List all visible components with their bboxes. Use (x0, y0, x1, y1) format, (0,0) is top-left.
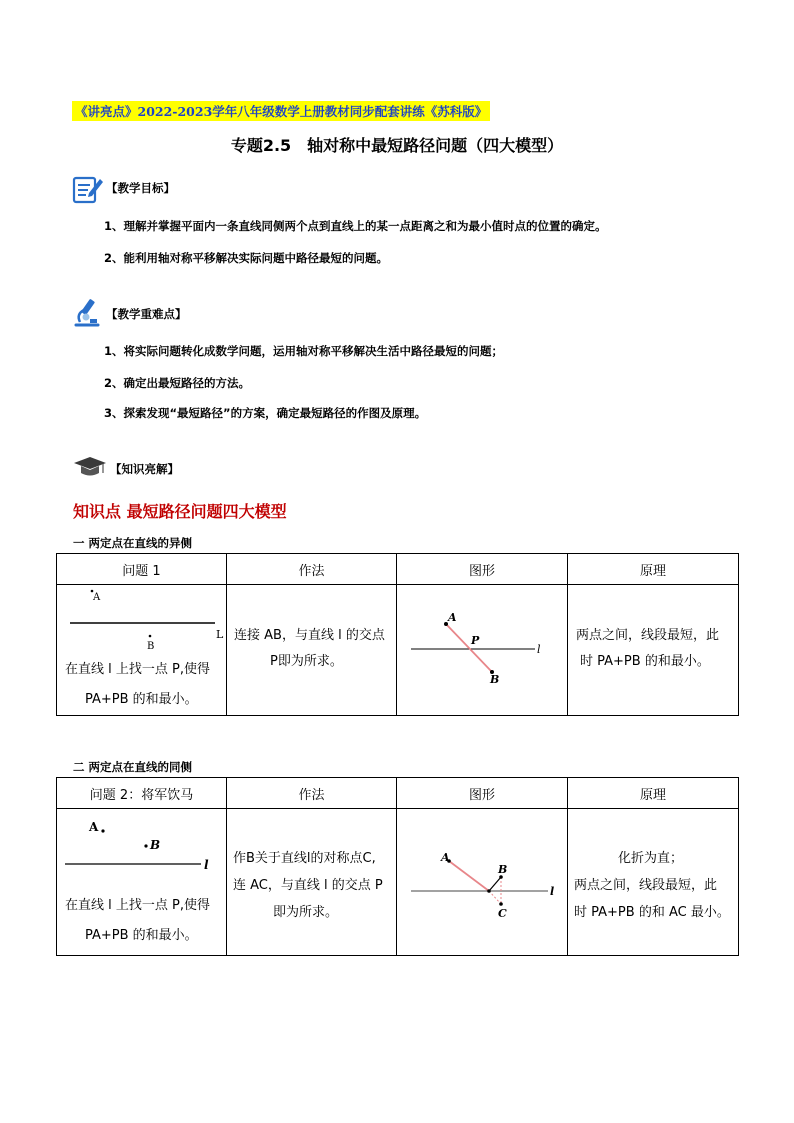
section1-heading: 一 两定点在直线的异侧 (73, 536, 193, 550)
problem-cell (57, 809, 227, 956)
method-text: P即为所求。 (270, 654, 343, 669)
method-text: 作B关于直线l的对称点C, (233, 851, 376, 866)
method-text: 连接 AB，与直线 l 的交点 (234, 628, 385, 643)
principle-text: 化折为直； (618, 851, 684, 866)
page-title: 专题2.5 轴对称中最短路径问题（四大模型） (230, 136, 564, 155)
table-header: 问题 1 (57, 554, 227, 585)
point-label-b: B (150, 838, 161, 852)
keypoint-item: 3、探索发现“最短路径”的方案，确定最短路径的作图及原理。 (104, 406, 427, 420)
table-header: 图形 (397, 778, 568, 809)
principle-text: 两点之间，线段最短，此 (574, 878, 718, 893)
point-label-b: B (147, 641, 155, 652)
line-label: l (204, 858, 209, 872)
pencil-note-icon (72, 173, 104, 205)
solution-figure (397, 586, 568, 715)
line-label: l (537, 642, 541, 656)
keypoint-item: 1、将实际问题转化成数学问题，运用轴对称平移解决生活中路径最短的问题； (104, 344, 503, 358)
table-header: 问题 2：将军饮马 (57, 778, 227, 809)
solution-figure (397, 809, 568, 955)
section1-table (56, 553, 739, 716)
method-cell (227, 809, 397, 956)
table-header: 图形 (397, 554, 568, 585)
problem-text: PA+PB 的和最小。 (85, 928, 198, 943)
graduation-cap-icon (72, 455, 108, 479)
goal-item: 1、理解并掌握平面内一条直线同侧两个点到直线上的某一点距离之和为最小值时点的位置的确定。 (104, 219, 607, 233)
point-label-b: B (498, 863, 508, 876)
point-label-c: C (498, 907, 507, 920)
problem-text: 在直线 l 上找一点 P,使得 (65, 898, 210, 913)
line-label: l (550, 885, 555, 898)
point-label-b: B (490, 672, 500, 686)
method-text: 连 AC，与直线 l 的交点 P (233, 878, 383, 893)
goal-item: 2、能利用轴对称平移解决实际问题中路径最短的问题。 (104, 251, 388, 265)
problem-text: 在直线 l 上找一点 P,使得 (65, 662, 210, 677)
figure-cell (397, 585, 568, 716)
principle-text: 两点之间，线段最短，此 (576, 628, 720, 643)
point-label-a: A (93, 592, 101, 603)
principle-cell (568, 809, 739, 956)
knowledge-point-title: 知识点 最短路径问题四大模型 (73, 502, 287, 521)
problem-figure (57, 809, 227, 891)
point-label-a: A (89, 820, 99, 834)
series-banner: 《讲亮点》2022-2023学年八年级数学上册教材同步配套讲练《苏科版》 (72, 101, 490, 121)
point-label-p: P (471, 633, 480, 647)
table-header: 作法 (227, 778, 397, 809)
principle-text: 时 PA+PB 的和最小。 (580, 654, 710, 669)
point-label-a: A (441, 851, 450, 864)
knowledge-heading: 【知识亮解】 (110, 462, 179, 476)
keypoint-item: 2、确定出最短路径的方法。 (104, 376, 251, 390)
table-header: 原理 (568, 778, 739, 809)
keypoints-heading: 【教学重难点】 (106, 307, 187, 321)
principle-text: 时 PA+PB 的和 AC 最小。 (574, 905, 730, 920)
section2-table (56, 777, 739, 956)
section2-heading: 二 两定点在直线的同侧 (73, 760, 193, 774)
goals-heading: 【教学目标】 (106, 181, 175, 195)
table-header: 原理 (568, 554, 739, 585)
principle-cell (568, 585, 739, 716)
point-label-a: A (448, 610, 457, 624)
table-header: 作法 (227, 554, 397, 585)
microscope-icon (72, 296, 104, 328)
problem-figure (57, 585, 227, 655)
method-text: 即为所求。 (273, 905, 339, 920)
figure-cell (397, 809, 568, 956)
problem-text: PA+PB 的和最小。 (85, 692, 198, 707)
line-label: L (216, 628, 224, 641)
method-cell (227, 585, 397, 716)
problem-cell (57, 585, 227, 716)
